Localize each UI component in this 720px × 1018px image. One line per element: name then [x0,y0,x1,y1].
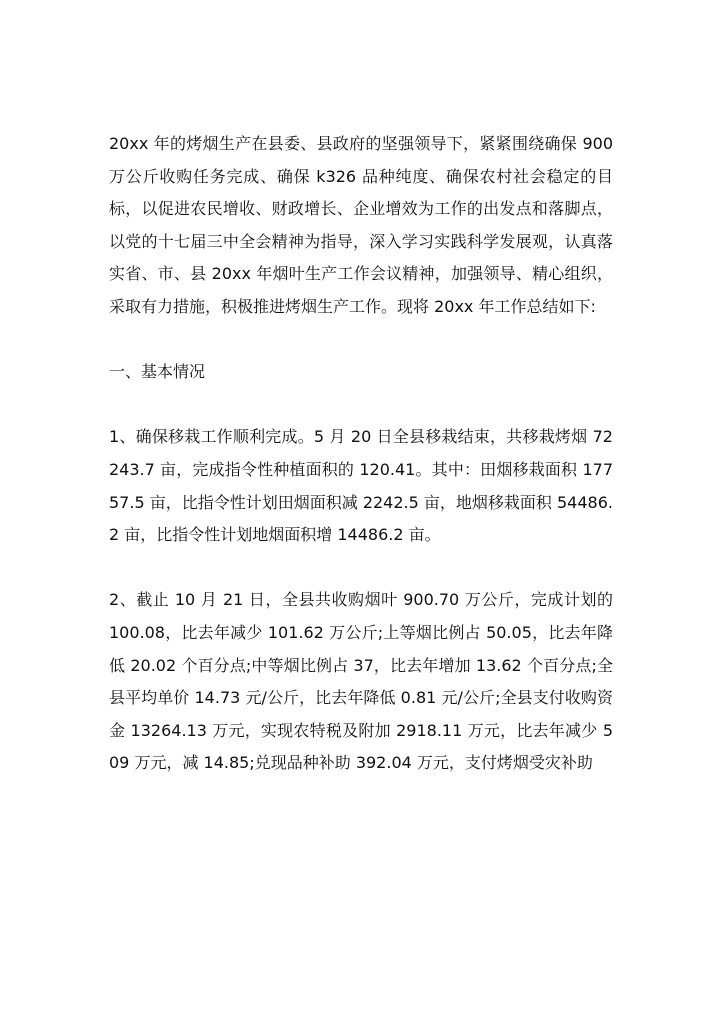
spacer [109,324,613,357]
item-1-paragraph: 1、确保移栽工作顺利完成。5 月 20 日全县移栽结束，共移栽烤烟 72243.7 亩，完成指令性种植面积的 120.41。其中：田烟移栽面积 17757.5 亩，比指令性计划田烟面积减 2242.5 亩，地烟移栽面积 54486.2 亩，比指令性计划地烟面积增 14486.2 亩。 [109,427,613,545]
spacer [109,552,613,585]
spacer [109,389,613,422]
intro-paragraph: 20xx 年的烤烟生产在县委、县政府的坚强领导下，紧紧围绕确保 900 万公斤收购任务完成、确保 k326 品种纯度、确保农村社会稳定的目标，以促进农民增收、财政增长、企业增效为工作的出发点和落脚点，以党的十七届三中全会精神为指导，深入学习实践科学发展观，认真落实省、市、县 20xx 年烟叶生产工作会议精神，加强领导、精心组织，采取有力措施，积极推进烤烟生产工作。现将 20xx 年工作总结如下: [109,134,613,316]
document-body [109,128,613,780]
item-2-paragraph: 2、截止 10 月 21 日，全县共收购烟叶 900.70 万公斤，完成计划的 100.08，比去年减少 101.62 万公斤;上等烟比例占 50.05，比去年降低 20.02 个百分点;中等烟比例占 37，比去年增加 13.62 个百分点;全县平均单价 14.73 元/公斤，比去年降低 0.81 元/公斤;全县支付收购资金 13264.13 万元，实现农特税及附加 2918.11 万元，比去年减少 509 万元，减 14.85;兑现品种补助 392.04 万元，支付烤烟受灾补助 [109,590,613,773]
section-heading: 一、基本情况 [109,362,206,382]
